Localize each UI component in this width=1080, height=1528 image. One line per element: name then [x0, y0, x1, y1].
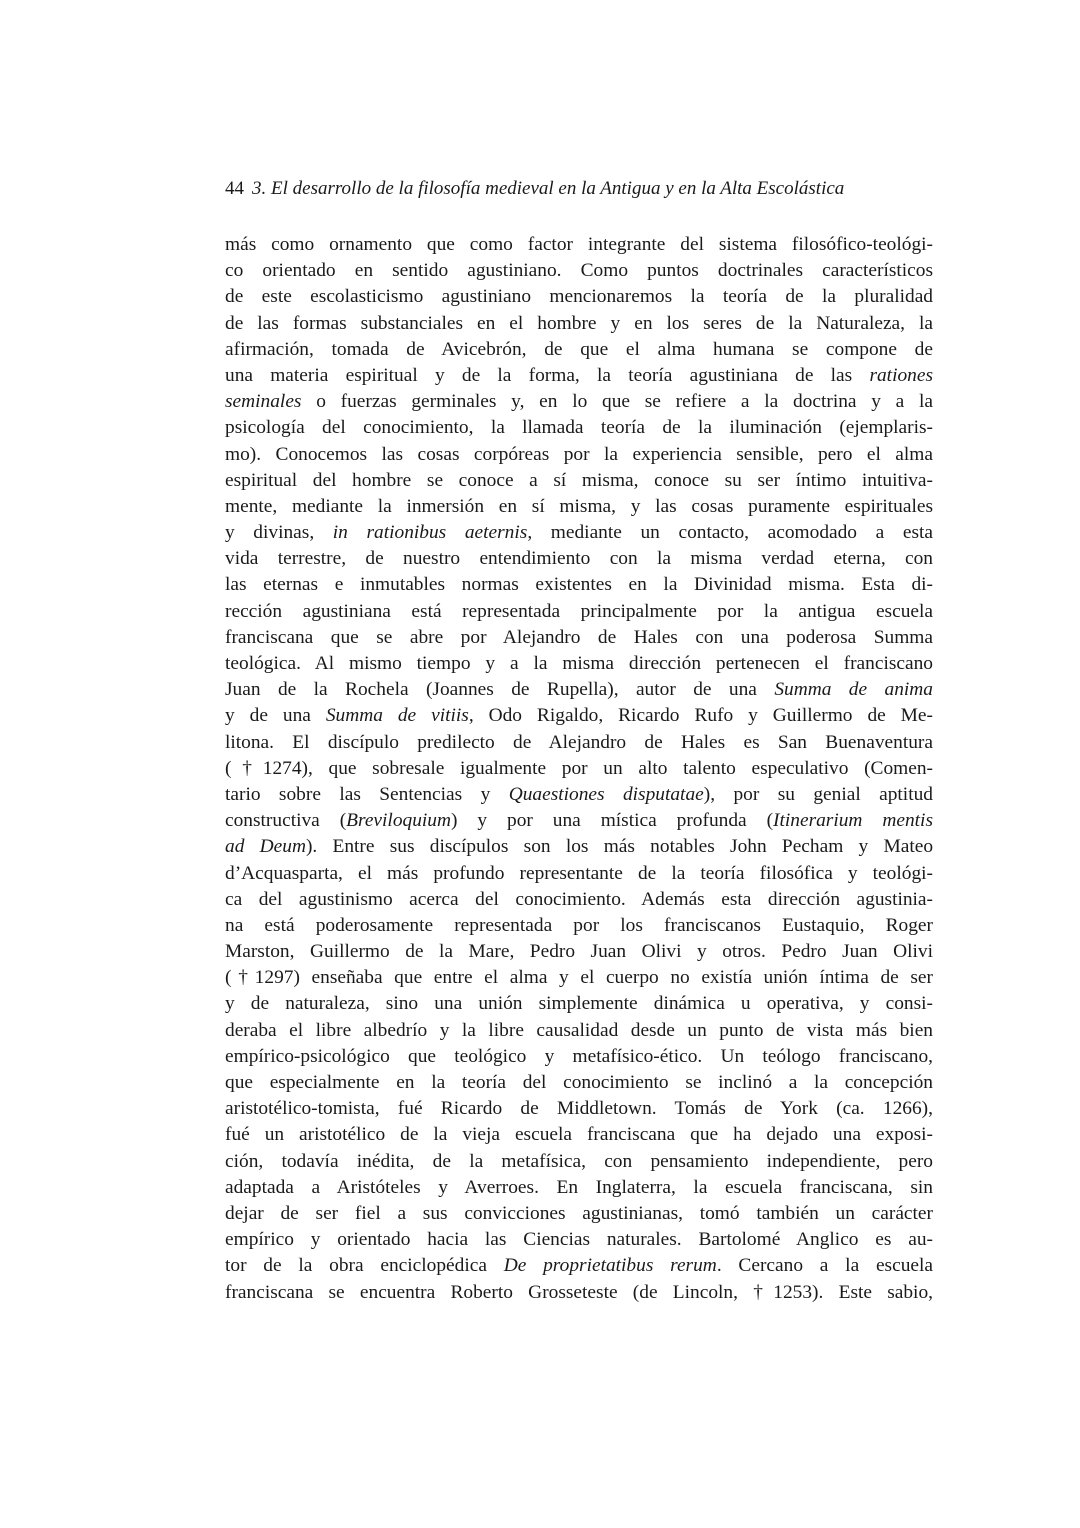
text-line [225, 1044, 933, 1070]
text-line-content [225, 703, 933, 729]
text-run: ) y por una mística profunda ( [451, 810, 774, 832]
text-run: constructiva ( [225, 810, 347, 832]
text-run: afirmación, tomada de Avicebrón, de que el alma humana se compone de [225, 338, 933, 360]
text-run: Marston, Guillermo de la Mare, Pedro Juan Olivi y otros. Pedro Juan Olivi [225, 941, 933, 963]
text-run: . Cercano a la escuela [716, 1255, 933, 1277]
text-run: (†1297) enseñaba que entre el alma y el cuerpo no existía unión íntima de ser [225, 967, 933, 989]
text-run: espiritual del hombre se conoce a sí misma, conoce su ser íntimo intuitiva- [225, 469, 933, 491]
text-line-content [225, 1044, 933, 1070]
text-line-content [225, 232, 933, 258]
text-run: aristotélico-tomista, fué Ricardo de Middletown. Tomás de York (ca. 1266), [225, 1098, 933, 1120]
text-run: fué un aristotélico de la vieja escuela franciscana que ha dejado una exposi- [225, 1124, 933, 1146]
italic-title: Summa de vitiis [325, 705, 469, 727]
text-line-content [225, 834, 933, 860]
text-line [225, 546, 933, 572]
text-line-content [225, 1175, 933, 1201]
text-line-content [225, 311, 933, 337]
text-line [225, 703, 933, 729]
text-line [225, 1253, 933, 1279]
text-run: mente, mediante la inmersión en sí misma, y las cosas puramente espirituales [225, 495, 933, 517]
italic-title: Itinerarium mentis [773, 810, 933, 832]
page-number: 44 [225, 178, 244, 199]
italic-title: ad Deum [225, 836, 306, 858]
text-line-content [225, 782, 933, 808]
text-line [225, 1227, 933, 1253]
text-line-content [225, 572, 933, 598]
text-run: litona. El discípulo predilecto de Alejandro de Hales es San Buenaventura [225, 731, 933, 753]
text-line [225, 415, 933, 441]
text-run: ). Entre sus discípulos son los más notables John Pecham y Mateo [305, 836, 933, 858]
text-run: vida terrestre, de nuestro entendimiento con la misma verdad eterna, con [225, 548, 933, 570]
text-line-content [225, 625, 933, 651]
text-line [225, 991, 933, 1017]
text-line-content [225, 1018, 933, 1044]
text-run: teológica. Al mismo tiempo y a la misma dirección pertenecen el franciscano [225, 653, 933, 674]
text-run: y de naturaleza, sino una unión simplemente dinámica u operativa, y consi- [225, 993, 933, 1015]
text-run: y divinas, [225, 522, 333, 544]
italic-title: seminales [225, 391, 302, 413]
text-run: empírico-psicológico que teológico y metafísico-ético. Un teólogo franciscano, [225, 1045, 933, 1067]
text-run: o fuerzas germinales y, en lo que se refiere a la doctrina y a la [301, 391, 933, 413]
text-run: adaptada a Aristóteles y Averroes. En Inglaterra, la escuela franciscana, sin [225, 1176, 933, 1198]
text-line-content [225, 1149, 933, 1175]
text-line-content [225, 1070, 933, 1096]
text-line-content [225, 389, 933, 415]
text-line [225, 572, 933, 598]
text-run: na está poderosamente representada por los franciscanos Eustaquio, Roger [225, 914, 933, 936]
text-run: rección agustiniana está representada principalmente por la antigua escuela [225, 600, 933, 622]
text-line [225, 625, 933, 651]
text-run: Juan de la Rochela (Joannes de Rupella), autor de una [225, 679, 775, 701]
text-run: franciscana se encuentra Roberto Grosseteste (de Lincoln, †1253). Este sabio, [225, 1281, 933, 1303]
text-line [225, 651, 933, 677]
text-line-content [225, 442, 933, 468]
text-line [225, 677, 933, 703]
text-line-content [225, 756, 933, 782]
text-line-content [225, 730, 933, 756]
text-line [225, 965, 933, 991]
text-line-content [225, 1122, 933, 1148]
text-line [225, 913, 933, 939]
text-line [225, 363, 933, 389]
text-line-content [225, 1201, 933, 1227]
text-run: co orientado en sentido agustiniano. Como puntos doctrinales característicos [225, 260, 933, 282]
text-line-content [225, 913, 933, 939]
text-run: tor de la obra enciclopédica [225, 1255, 504, 1277]
text-line-content [225, 808, 933, 834]
italic-title: Quaestiones disputatae [508, 783, 704, 805]
italic-title: in rationibus aeternis [332, 522, 528, 544]
text-line [225, 887, 933, 913]
text-line-content [225, 546, 933, 572]
text-line-content [225, 991, 933, 1017]
text-line-content [225, 520, 933, 546]
text-line-content [225, 415, 933, 441]
text-line-content [225, 651, 933, 677]
text-line-content [225, 939, 933, 965]
text-run: y de una [225, 705, 326, 727]
text-run: las eternas e inmutables normas existentes en la Divinidad misma. Esta di- [225, 574, 933, 596]
text-run: d’Acquasparta, el más profundo representante de la teoría filosófica y teológi- [225, 862, 933, 884]
text-line [225, 1122, 933, 1148]
text-run: mo). Conocemos las cosas corpóreas por la experiencia sensible, pero el alma [225, 443, 933, 465]
text-run: , Odo Rigaldo, Ricardo Rufo y Guillermo de Me- [468, 705, 933, 727]
text-line [225, 834, 933, 860]
text-line [225, 730, 933, 756]
text-line [225, 1280, 933, 1306]
text-line [225, 520, 933, 546]
text-run: ción, todavía inédita, de la metafísica, con pensamiento independiente, pero [225, 1150, 933, 1172]
text-run: (†1274), que sobresale igualmente por un alto talento especulativo (Comen- [225, 757, 933, 779]
italic-title: Breviloquium [346, 810, 451, 832]
italic-title: De proprietatibus rerum [503, 1255, 717, 1277]
text-line-content [225, 258, 933, 284]
text-line-content [225, 494, 933, 520]
text-run: franciscana que se abre por Alejandro de Hales con una poderosa Summa [225, 626, 933, 648]
text-line-content [225, 337, 933, 363]
text-line [225, 337, 933, 363]
text-line [225, 782, 933, 808]
text-run: psicología del conocimiento, la llamada teoría de la iluminación (ejemplaris- [225, 417, 933, 439]
text-line [225, 1175, 933, 1201]
italic-title: rationes [869, 364, 933, 386]
text-line [225, 1201, 933, 1227]
text-line [225, 1149, 933, 1175]
text-run: una materia espiritual y de la forma, la teoría agustiniana de las [225, 364, 870, 386]
text-line [225, 494, 933, 520]
text-line-content [225, 468, 933, 494]
text-line-content [225, 677, 933, 703]
text-run: deraba el libre albedrío y la libre causalidad desde un punto de vista más bien [225, 1019, 933, 1041]
text-line [225, 861, 933, 887]
text-line-content [225, 861, 933, 887]
text-run: de las formas substanciales en el hombre y en los seres de la Naturaleza, la [225, 312, 933, 334]
text-run: de este escolasticismo agustiniano mencionaremos la teoría de la pluralidad [225, 286, 933, 308]
text-run: tario sobre las Sentencias y [225, 783, 509, 805]
text-line [225, 1070, 933, 1096]
text-run: más como ornamento que como factor integrante del sistema filosófico-teológi- [225, 234, 933, 255]
text-line [225, 311, 933, 337]
chapter-title: 3. El desarrollo de la filosofía medieval en la Antigua y en la Alta Escolástica [252, 178, 845, 199]
text-line [225, 232, 933, 258]
text-line-content [225, 1227, 933, 1253]
running-head [225, 176, 933, 202]
text-line [225, 808, 933, 834]
text-line-content [225, 887, 933, 913]
text-line-content [225, 1253, 933, 1279]
text-line [225, 1096, 933, 1122]
text-line [225, 756, 933, 782]
text-line [225, 468, 933, 494]
text-run: , mediante un contacto, acomodado a esta [527, 522, 933, 544]
text-line [225, 442, 933, 468]
text-run: dejar de ser fiel a sus convicciones agustinianas, tomó también un carácter [225, 1202, 933, 1224]
text-run: ca del agustinismo acerca del conocimiento. Además esta dirección agustinia- [225, 888, 933, 910]
text-line [225, 389, 933, 415]
italic-title: Summa de anima [774, 679, 933, 701]
text-run: ), por su genial aptitud [703, 783, 933, 805]
text-line [225, 939, 933, 965]
text-line-content [225, 599, 933, 625]
text-run: que especialmente en la teoría del conocimiento se inclinó a la concepción [225, 1072, 933, 1093]
text-line-content [225, 965, 933, 991]
text-line-content [225, 363, 933, 389]
text-run: empírico y orientado hacia las Ciencias naturales. Bartolomé Anglico es au- [225, 1229, 933, 1251]
body-paragraph [225, 232, 933, 1306]
text-line-content [225, 1280, 933, 1306]
text-line [225, 599, 933, 625]
text-line [225, 1018, 933, 1044]
text-line [225, 258, 933, 284]
text-line [225, 284, 933, 310]
text-line-content [225, 284, 933, 310]
text-line-content [225, 1096, 933, 1122]
